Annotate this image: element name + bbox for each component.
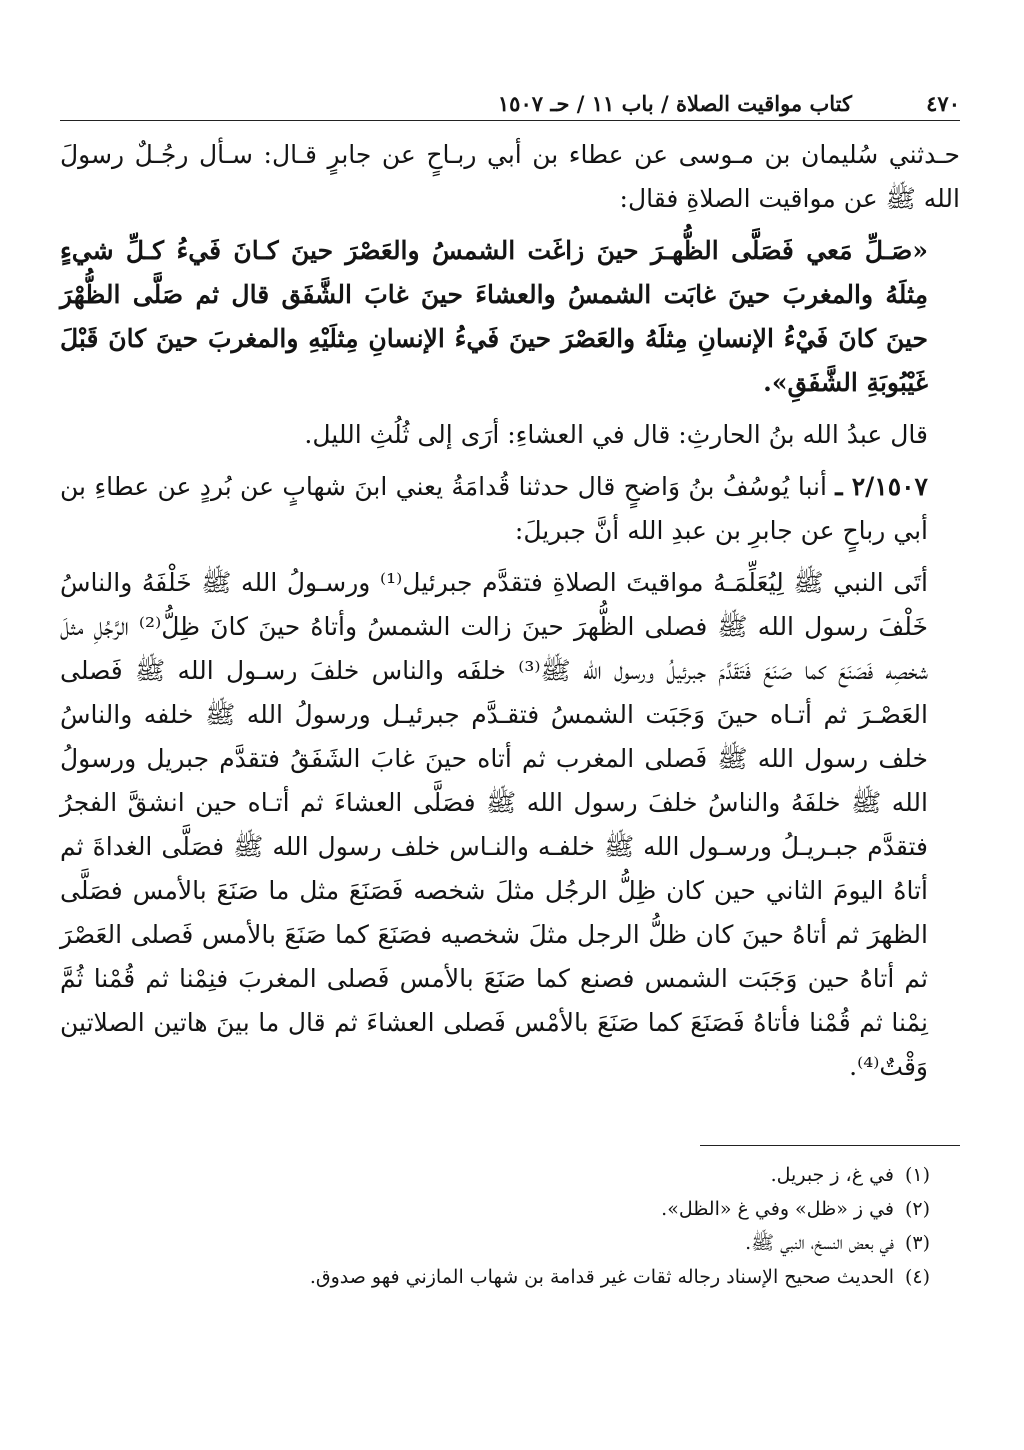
- footnote-divider: [700, 1145, 960, 1146]
- running-title-container: [60, 91, 860, 116]
- footnote-3: [60, 1226, 930, 1260]
- paragraph-3: قال عبدُ الله بنُ الحارثِ: قال في العشاءِ: أرَى إلى ثُلُثِ الليل.: [304, 420, 928, 449]
- paragraph-4: [60, 465, 960, 553]
- page-number: ٤٧٠: [926, 91, 960, 116]
- page-header: [60, 80, 960, 121]
- footnote-text: في غ، ز جبريل.: [770, 1164, 894, 1186]
- footnote-2: [60, 1192, 930, 1226]
- footnote-text: الحديث صحيح الإسناد رجاله ثقات غير قدامة بن شهاب المازني فهو صدوق.: [309, 1266, 894, 1288]
- paragraph-4-text: أنبا يُوسُفُ بنُ وَاضحٍ قال حدثنا قُدامَةُ يعني ابنَ شهابٍ عن بُردٍ عن عطاءِ بن أبي رباحٍ عن جابرِ بن عبدِ الله أنَّ جبريلَ:: [60, 472, 928, 545]
- page-body: [60, 133, 960, 1089]
- footnote-number: (١): [904, 1164, 930, 1186]
- footnote-number: (٣): [904, 1232, 930, 1254]
- paragraph-1: حـدثني سُليمان بن مـوسى عن عطاء بن أبي ربـاحٍ عن جابرٍ قـال: سـأل رجُـلٌ رسولَ الله ﷺ عن مواقيت الصلاةِ فقال:: [60, 140, 960, 213]
- footnote-number: (٤): [904, 1266, 930, 1288]
- footnote-1: [60, 1158, 930, 1192]
- footnote-text: في بعض النسخ، النبي ﷺ.: [745, 1232, 894, 1254]
- footnotes: [60, 1158, 960, 1294]
- book-page: [60, 80, 960, 1294]
- running-title: كتاب مواقيت الصلاة / باب ١١ / حـ ١٥٠٧: [490, 91, 860, 116]
- footnote-text: في ز «ظل» وفي غ «الظل».: [661, 1198, 894, 1220]
- hadith-number: ٢/١٥٠٧ ـ: [835, 472, 928, 501]
- footnote-4: [60, 1260, 930, 1294]
- paragraph-5: أتَى النبي ﷺ لِيُعَلِّمَـهُ مواقيتَ الصلاةِ فتقدَّم جبرئيل⁽¹⁾ ورسـولُ الله ﷺ خَلْفَهُ والناسُ خَلْفَ رسول الله ﷺ فصلى الظُّهرَ حينَ زالت الشمسُ وأتاهُ حينَ كانَ ظِلُّ⁽²⁾ الرَّجُلِ مثلَ شخصِه فَصَنَعَ كما صَنَعَ فَتَقَدَّمَ جبرئيلُ ورسول الله ﷺ⁽³⁾ خلفَه والناس خلفَ رسـول الله ﷺ فَصلى العَصْـرَ ثم أتـاه حينَ وَجَبَت الشمسُ فتقـدَّم جبرئيـل ورسولُ الله ﷺ خلفه والناسُ خلف رسول الله ﷺ فَصلى المغرب ثم أتاه حينَ غابَ الشَفَقُ فتقدَّم جبريل ورسولُ الله ﷺ خلفَهُ والناسُ خلفَ رسول الله ﷺ فصَلَّى العشاءَ ثم أتـاه حين انشقَّ الفجرُ فتقدَّم جبـريـلُ ورسـول الله ﷺ خلفـه والنـاس خلف رسول الله ﷺ فصَلَّى الغداةَ ثم أتاهُ اليومَ الثاني حين كان ظِلُّ الرجُل مثلَ شخصه فَصَنَعَ مثل ما صَنَعَ بالأمس فصَلَّى الظهرَ ثم أتاهُ حينَ كان ظلُّ الرجل مثلَ شخصيه فصَنَعَ كما صَنَعَ بالأمس فَصلى العَصْرَ ثم أتاهُ حين وَجَبَت الشمس فصنع كما صَنَعَ بالأمس فَصلى المغربَ فنِمْنا ثم قُمْنا ثُمَّ نِمْنا ثم قُمْنا فأتاهُ فَصَنَعَ كما صَنَعَ بالأمْس فَصلى العشاءَ ثم قال ما بينَ هاتين الصلاتين وَقْتٌ⁽⁴⁾.: [60, 568, 928, 1081]
- paragraph-2-hadith-text: «صَـلِّ مَعي فَصَلَّى الظُّهـرَ حينَ زاغَت الشمسُ والعَصْرَ حينَ كـانَ فَيءُ كـلِّ شيءٍ مِثلَهُ والمغربَ حينَ غابَت الشمسُ والعشاءَ حينَ غابَ الشَّفَق قال ثم صَلَّى الظُّهْرَ حينَ كانَ فَيْءُ الإنسانِ مِثلَهُ والعَصْرَ حينَ فَيءُ الإنسانِ مِثلَيْهِ والمغربَ حينَ كانَ قَبْلَ غَيْبُوبَةِ الشَّفَقِ».: [60, 236, 928, 397]
- footnote-number: (٢): [904, 1198, 930, 1220]
